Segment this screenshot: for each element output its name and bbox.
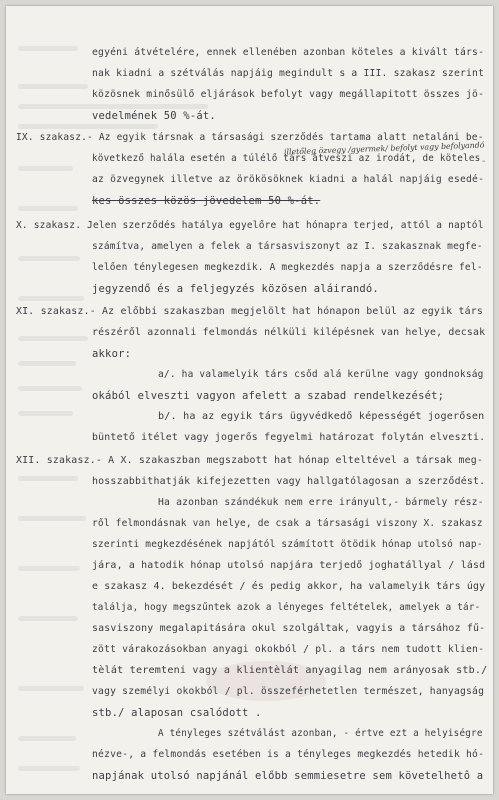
margin-pencil-mark: - [482,156,486,167]
text-line: találja, hogy megszűntek azok a lényeges feltételek, amelyek a tár- [92,602,481,613]
text-line: vagy személyi okokból / pl. összeférhetetlen természet, hanyagság [92,686,485,697]
text-line: hosszabbithatják kifejezetten vagy hallgatólagosan a szerződést. [92,476,486,487]
section-x-line: X. szakasz. Jelen szerződés hatálya egyelőre hat hónapra terjed, attól a naptól [16,220,484,231]
section-xii-line: XII. szakasz.- A X. szakaszban megszabott hat hónap elteltével a társak meg- [16,455,484,466]
text-line: következő halála esetén a túlélő társ átveszi az irodát, de köteles [92,153,481,164]
text-line: b/. ha az egyik társ ügyvédkedő képességét jogerősen [158,411,485,422]
text-line: jegyzendő és a feljegyzés közösen aláirandó. [92,283,379,295]
text-line: e szakasz 4. bekezdését / és pedig akkor, ha valamelyik társ úgy [92,581,486,592]
handwritten-insertion: illetőleg özvegy /gyermek/ befolyt vagy befolyandó [283,140,485,157]
text-line-struck: kes összes közös jövedelem 50 %-át. [92,195,321,207]
section-xi-line: XI. szakasz.- Az előbbi szakaszban megjelölt hat hónapon belül az egyik társ [16,306,484,317]
text-line: sasviszony megalapitására okul szolgáltak, vagyis a társához fű- [92,623,486,634]
text-line: a/. ha valamelyik társ csőd alá kerülne vagy gondnokság [158,369,484,380]
text-line: jára, a hatodik hónap utolsó napjára terjedő joghatállyal / lásd [92,560,486,571]
text-line: nézve-, a felmondás esetében is a tényleges megkezdés hetedik hó- [92,749,485,760]
text-line: akkor: [92,348,132,360]
text-line: okából elveszti vagyon afelett a szabad rendelkezését; [92,390,445,402]
text-line: tèlát teremteni vagy a klientèlát anyagilag nem arányosak stb./ [92,665,488,676]
text-line: szerinti megkezdésének napjától számított ötödik hónap utolsó nap- [92,539,483,550]
text-line: közösnek minősülő eljárások befolyt vagy megállapitott összes jö- [92,89,485,100]
text-line: zött várakozásokban anyagi okokból / pl. a társ nem tudott klien- [92,644,485,655]
text-line: egyéni átvételére, ennek ellenében azonban köteles a kivált társ- [92,47,485,58]
text-line: lelően ténylegesen megkezdik. A megkezdés napja a szerződésre fel- [92,262,483,273]
text-line: napjának utolsó napjánál előbb semmiesetre sem követelhetô a [92,770,484,782]
document-page [6,6,493,794]
text-line: számítva, amelyen a felek a társasviszonyt az I. szakasznak megfe- [92,241,483,252]
text-line: A tényleges szétválást azonban, - értve ezt a helyiségre [158,728,483,739]
text-line: nak kiadni a szétválás napjáig megindult s a III. szakasz szerint [92,68,485,79]
section-ix-line: IX. szakasz.- Az egyik társnak a társasági szerződés tartama alatt netaláni be- [16,132,484,143]
text-line: vedelmének 50 %-át. [92,110,216,122]
text-line: ről felmondásnak van helye, de csak a társasági viszony X. szakasz [92,518,483,529]
text-line: részéről azonnali felmondás nélküli kilépésnek van helye, decsak [92,327,486,338]
text-line: Ha azonban szándékuk nem erre irányult,- bármely rész- [158,497,484,508]
text-line: stb./ alaposan csalódott . [92,707,262,719]
text-line: az özvegynek illetve az örökösöknek kiadni a halál napjáig esedé- [92,174,485,185]
text-line: büntető itélet vagy jogerős fegyelmi határozat folytán elveszti. [92,432,486,443]
